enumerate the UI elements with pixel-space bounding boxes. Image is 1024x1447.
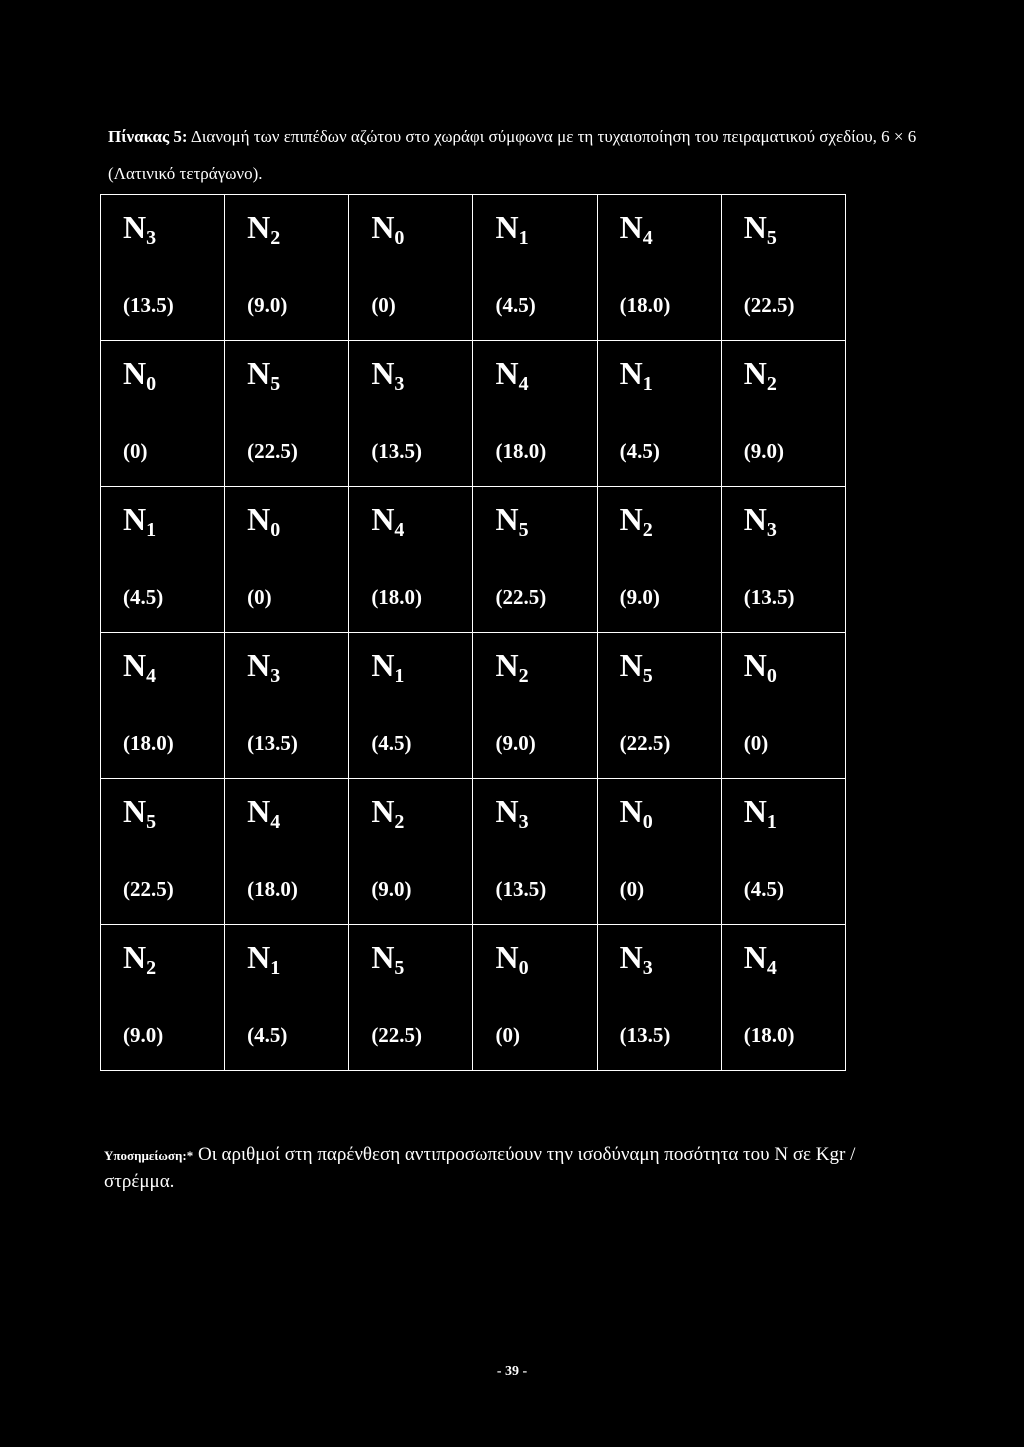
table-cell xyxy=(597,779,721,925)
nitrogen-level-label: $N_1$ xyxy=(743,793,777,833)
footnote-label: Υποσημείωση:* xyxy=(104,1148,194,1163)
table-cell xyxy=(721,487,845,633)
table-cell xyxy=(101,195,225,341)
table-cell xyxy=(225,487,349,633)
nitrogen-amount: (4.5) xyxy=(123,585,164,609)
table-cell xyxy=(225,779,349,925)
nitrogen-level-label: $N_3$ xyxy=(743,501,777,541)
nitrogen-level-label: $N_0$ xyxy=(371,209,405,249)
nitrogen-amount: (13.5) xyxy=(743,585,795,609)
nitrogen-amount: (9.0) xyxy=(123,1023,164,1047)
nitrogen-level-label: $N_0$ xyxy=(619,793,653,833)
nitrogen-amount: (18.0) xyxy=(743,1023,795,1047)
footnote xyxy=(104,1142,924,1195)
table-cell xyxy=(721,779,845,925)
table-cell xyxy=(101,341,225,487)
table-row xyxy=(101,925,846,1071)
nitrogen-level-label: $N_3$ xyxy=(247,647,281,687)
nitrogen-level-label: $N_2$ xyxy=(247,209,281,249)
nitrogen-amount: (13.5) xyxy=(619,1023,671,1047)
table-cell xyxy=(225,341,349,487)
nitrogen-amount: (0) xyxy=(619,877,645,901)
nitrogen-level-label: $N_3$ xyxy=(371,355,405,395)
nitrogen-amount: (13.5) xyxy=(123,293,174,317)
nitrogen-amount: (4.5) xyxy=(371,731,412,755)
nitrogen-amount: (18.0) xyxy=(619,293,671,317)
nitrogen-level-label: $N_1$ xyxy=(619,355,653,395)
nitrogen-level-label: $N_4$ xyxy=(371,501,405,541)
nitrogen-amount: (22.5) xyxy=(247,439,298,463)
table-cell xyxy=(721,341,845,487)
nitrogen-amount: (18.0) xyxy=(371,585,423,609)
table-caption xyxy=(108,118,928,192)
nitrogen-level-label: $N_3$ xyxy=(495,793,529,833)
nitrogen-amount: (0) xyxy=(495,1023,520,1047)
nitrogen-amount: (9.0) xyxy=(495,731,536,755)
table-cell xyxy=(349,341,473,487)
nitrogen-amount: (4.5) xyxy=(247,1023,288,1047)
table-cell xyxy=(473,779,597,925)
nitrogen-amount: (22.5) xyxy=(495,585,547,609)
table-cell xyxy=(101,633,225,779)
nitrogen-level-label: $N_1$ xyxy=(247,939,281,979)
table-cell xyxy=(721,195,845,341)
nitrogen-amount: (9.0) xyxy=(371,877,412,901)
table-row xyxy=(101,195,846,341)
nitrogen-level-label: $N_1$ xyxy=(495,209,529,249)
nitrogen-level-label: $N_2$ xyxy=(123,939,157,979)
nitrogen-level-label: $N_3$ xyxy=(123,209,157,249)
nitrogen-level-label: $N_2$ xyxy=(495,647,529,687)
table-cell xyxy=(225,925,349,1071)
nitrogen-amount: (22.5) xyxy=(619,731,671,755)
table-cell xyxy=(349,195,473,341)
nitrogen-level-label: $N_4$ xyxy=(123,647,157,687)
table-cell xyxy=(349,487,473,633)
nitrogen-level-label: $N_3$ xyxy=(619,939,653,979)
nitrogen-level-label: $N_2$ xyxy=(619,501,653,541)
table-cell xyxy=(349,633,473,779)
nitrogen-amount: (13.5) xyxy=(247,731,298,755)
table-caption-text: Διανομή των επιπέδων αζώτου στο χωράφι σύμφωνα με τη τυχαιοποίηση του πειραματικού σχεδίου, 6 × 6 (Λατινικό τετράγωνο). xyxy=(108,127,917,183)
table-cell xyxy=(597,487,721,633)
table-cell xyxy=(101,925,225,1071)
nitrogen-amount: (4.5) xyxy=(743,877,785,901)
nitrogen-level-label: $N_5$ xyxy=(495,501,529,541)
nitrogen-amount: (22.5) xyxy=(123,877,174,901)
table-cell xyxy=(473,195,597,341)
table-row xyxy=(101,341,846,487)
table-cell xyxy=(349,779,473,925)
nitrogen-amount: (4.5) xyxy=(495,293,536,317)
nitrogen-level-label: $N_5$ xyxy=(619,647,653,687)
nitrogen-amount: (9.0) xyxy=(743,439,785,463)
page-number: - 39 - xyxy=(496,1364,528,1379)
table-row xyxy=(101,633,846,779)
table-cell xyxy=(597,633,721,779)
nitrogen-level-label: $N_4$ xyxy=(619,209,653,249)
nitrogen-amount: (22.5) xyxy=(371,1023,423,1047)
table-cell xyxy=(597,195,721,341)
nitrogen-amount: (18.0) xyxy=(247,877,298,901)
table-row xyxy=(101,487,846,633)
table-cell xyxy=(349,925,473,1071)
table-cell xyxy=(473,633,597,779)
table-cell xyxy=(225,633,349,779)
table-cell xyxy=(597,341,721,487)
nitrogen-amount: (18.0) xyxy=(123,731,174,755)
nitrogen-level-label: $N_1$ xyxy=(123,501,157,541)
nitrogen-level-label: $N_5$ xyxy=(743,209,777,249)
nitrogen-level-label: $N_5$ xyxy=(123,793,157,833)
nitrogen-amount: (0) xyxy=(247,585,272,609)
table-caption-label: Πίνακας 5: xyxy=(108,127,188,146)
table-cell xyxy=(721,925,845,1071)
nitrogen-level-label: $N_5$ xyxy=(247,355,281,395)
nitrogen-level-label: $N_4$ xyxy=(743,939,777,979)
table-cell xyxy=(473,341,597,487)
nitrogen-level-label: $N_4$ xyxy=(247,793,281,833)
table-cell xyxy=(473,487,597,633)
nitrogen-amount: (18.0) xyxy=(495,439,547,463)
nitrogen-amount: (9.0) xyxy=(247,293,288,317)
nitrogen-level-label: $N_2$ xyxy=(371,793,405,833)
latin-square-table xyxy=(100,194,846,1071)
nitrogen-level-label: $N_5$ xyxy=(371,939,405,979)
nitrogen-amount: (0) xyxy=(123,439,148,463)
table-row xyxy=(101,779,846,925)
table-cell xyxy=(597,925,721,1071)
nitrogen-level-label: $N_1$ xyxy=(371,647,405,687)
nitrogen-amount: (13.5) xyxy=(371,439,423,463)
table-cell xyxy=(721,633,845,779)
table-cell xyxy=(101,779,225,925)
nitrogen-amount: (9.0) xyxy=(619,585,660,609)
table-cell xyxy=(225,195,349,341)
nitrogen-level-label: $N_0$ xyxy=(247,501,281,541)
nitrogen-amount: (0) xyxy=(371,293,396,317)
table-cell xyxy=(101,487,225,633)
nitrogen-amount: (0) xyxy=(743,731,769,755)
table-cell xyxy=(473,925,597,1071)
nitrogen-amount: (4.5) xyxy=(619,439,660,463)
nitrogen-level-label: $N_2$ xyxy=(743,355,777,395)
nitrogen-level-label: $N_0$ xyxy=(743,647,777,687)
nitrogen-amount: (22.5) xyxy=(743,293,795,317)
nitrogen-amount: (13.5) xyxy=(495,877,547,901)
nitrogen-level-label: $N_0$ xyxy=(123,355,157,395)
footnote-text: Οι αριθμοί στη παρένθεση αντιπροσωπεύουν την ισοδύναμη ποσότητα του N σε Kgr /στρέμμα. xyxy=(104,1144,856,1192)
nitrogen-level-label: $N_0$ xyxy=(495,939,529,979)
nitrogen-level-label: $N_4$ xyxy=(495,355,529,395)
